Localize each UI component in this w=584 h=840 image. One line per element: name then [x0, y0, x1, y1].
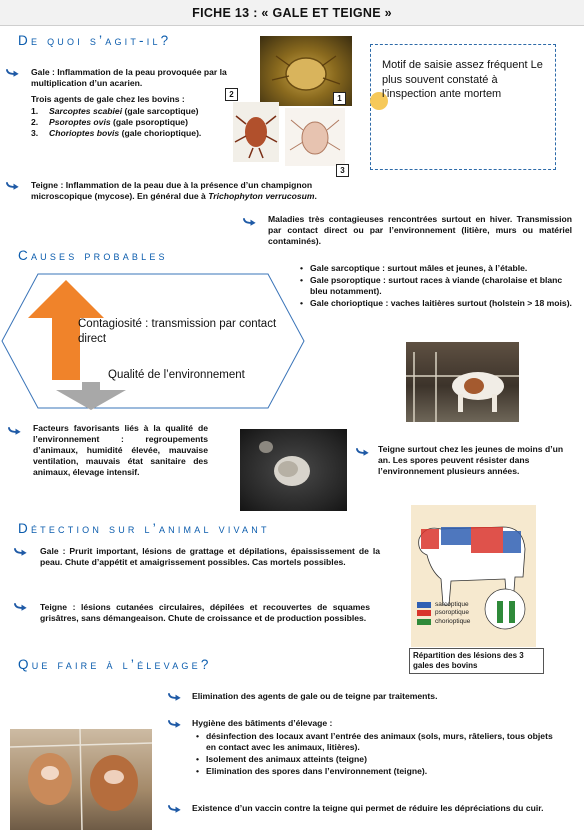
- section-title-detection: Détection sur l’animal vivant: [18, 521, 270, 536]
- page-title: FICHE 13 : « GALE ET TEIGNE »: [192, 6, 392, 20]
- hygiene-list: [196, 731, 556, 778]
- list-item: • désinfection des locaux avant l’entrée des animaux (sols, murs, râteliers, tous objets en contact avec les animaux, litières).: [196, 731, 556, 753]
- section-title-action: Que faire à l’élevage?: [18, 657, 212, 672]
- curved-arrow-icon: [14, 601, 29, 611]
- contagion-text: Maladies très contagieuses rencontrées surtout en hiver. Transmission par contact direct ou par l’environnement (litière, murs ou matériel contaminés).: [268, 214, 572, 246]
- action-treatment: Elimination des agents de gale ou de teigne par traitements.: [192, 691, 438, 701]
- action-hygiene: Hygiène des bâtiments d’élevage :: [192, 718, 333, 728]
- photo-tag-3: 3: [336, 164, 349, 177]
- action-vaccine: Existence d’un vaccin contre la teigne qui permet de réduire les dépréciations du cuir.: [192, 803, 544, 813]
- list-item: • Gale sarcoptique : surtout mâles et jeunes, à l’étable.: [300, 263, 572, 274]
- gale-definition-text: : Inflammation de la peau provoquée par la multiplication d’un acarien.: [31, 67, 227, 88]
- list-item: • Isolement des animaux atteints (teigne): [196, 754, 556, 765]
- curved-arrow-icon: [168, 691, 183, 701]
- curved-arrow-icon: [6, 67, 21, 77]
- calves-photo: [10, 729, 152, 830]
- legend-item-chorioptique: chorioptique: [417, 618, 470, 626]
- curved-arrow-icon: [243, 216, 258, 226]
- contagion-list: [300, 263, 572, 310]
- curved-arrow-icon: [168, 803, 183, 813]
- lesion-diagram: [411, 505, 536, 647]
- gale-agents-intro: Trois agents de gale chez les bovins :: [31, 94, 185, 104]
- teigne-lead: Teigne: [31, 180, 59, 190]
- lesion-diagram-caption: Répartition des lésions des 3 gales des bovins: [409, 648, 544, 674]
- teigne-species: Trichophyton verrucosum: [208, 191, 315, 201]
- teigne-lesion-photo: [240, 429, 347, 511]
- callout-text: Motif de saisie assez fréquent Le plus souvent constaté à l’inspection ante mortem: [382, 59, 543, 101]
- agent-item: 1. Sarcoptes scabiei (gale sarcoptique): [31, 106, 199, 116]
- gale-definition: [31, 67, 241, 89]
- teigne-jeunes: Teigne surtout chez les jeunes de moins d’un an. Les spores peuvent résister dans l’environnement plusieurs années.: [378, 444, 564, 476]
- barn-cows-photo: [406, 342, 519, 422]
- gale-agents-list: [31, 106, 251, 139]
- section-title-what: De quoi s’agit-il?: [18, 33, 172, 48]
- curved-arrow-icon: [356, 446, 371, 456]
- photo-tag-1: 1: [333, 92, 346, 105]
- agent-item: 3. Chorioptes bovis (gale chorioptique).: [31, 128, 202, 138]
- curved-arrow-icon: [14, 546, 29, 556]
- hexagon-text-environment: Qualité de l’environnement: [108, 369, 245, 381]
- mite-photo-2: [233, 102, 279, 162]
- mite-photo-3: [285, 108, 345, 166]
- curved-arrow-icon: [8, 425, 23, 435]
- lesion-legend: [417, 601, 470, 626]
- legend-item-psoroptique: psoroptique: [417, 609, 470, 617]
- curved-arrow-icon: [6, 180, 21, 190]
- section-title-causes: Causes probables: [18, 248, 168, 263]
- photo-tag-2: 2: [225, 88, 238, 101]
- facteurs-favorisants: Facteurs favorisants liés à la qualité de l’environnement : regroupements d’animaux, humidité élevée, mauvaise ventilation, mauvais état sanitaire des animaux, élevage intensif.: [33, 423, 208, 477]
- legend-item-sarcoptique: sarcoptique: [417, 601, 470, 609]
- curved-arrow-icon: [168, 718, 183, 728]
- teigne-definition: Teigne : Inflammation de la peau due à la présence d’un champignon microscopique (mycose). En général due à Trichophyton verrucosum.: [31, 180, 317, 201]
- detection-teigne: Teigne : lésions cutanées circulaires, dépilées et recouvertes de squames grisâtres, sans démangeaison. Chute de croissance et de production possibles.: [40, 602, 370, 623]
- gale-lead: Gale: [31, 67, 50, 77]
- hexagon-text-contagion: Contagiosité : transmission par contact direct: [78, 318, 277, 345]
- list-item: • Gale chorioptique : vaches laitières surtout (holstein > 18 mois).: [300, 298, 572, 309]
- detection-gale: Gale : Prurit important, lésions de grattage et dépilations, épaississement de la peau. Chute d’appétit et amaigrissement possibles. Cas mortels possibles.: [40, 546, 380, 567]
- list-item: • Gale psoroptique : surtout races à viande (charolaise et blanc bleu notamment).: [300, 275, 572, 297]
- list-item: • Elimination des spores dans l’environnement (teigne).: [196, 766, 556, 777]
- agent-item: 2. Psoroptes ovis (gale psoroptique): [31, 117, 188, 127]
